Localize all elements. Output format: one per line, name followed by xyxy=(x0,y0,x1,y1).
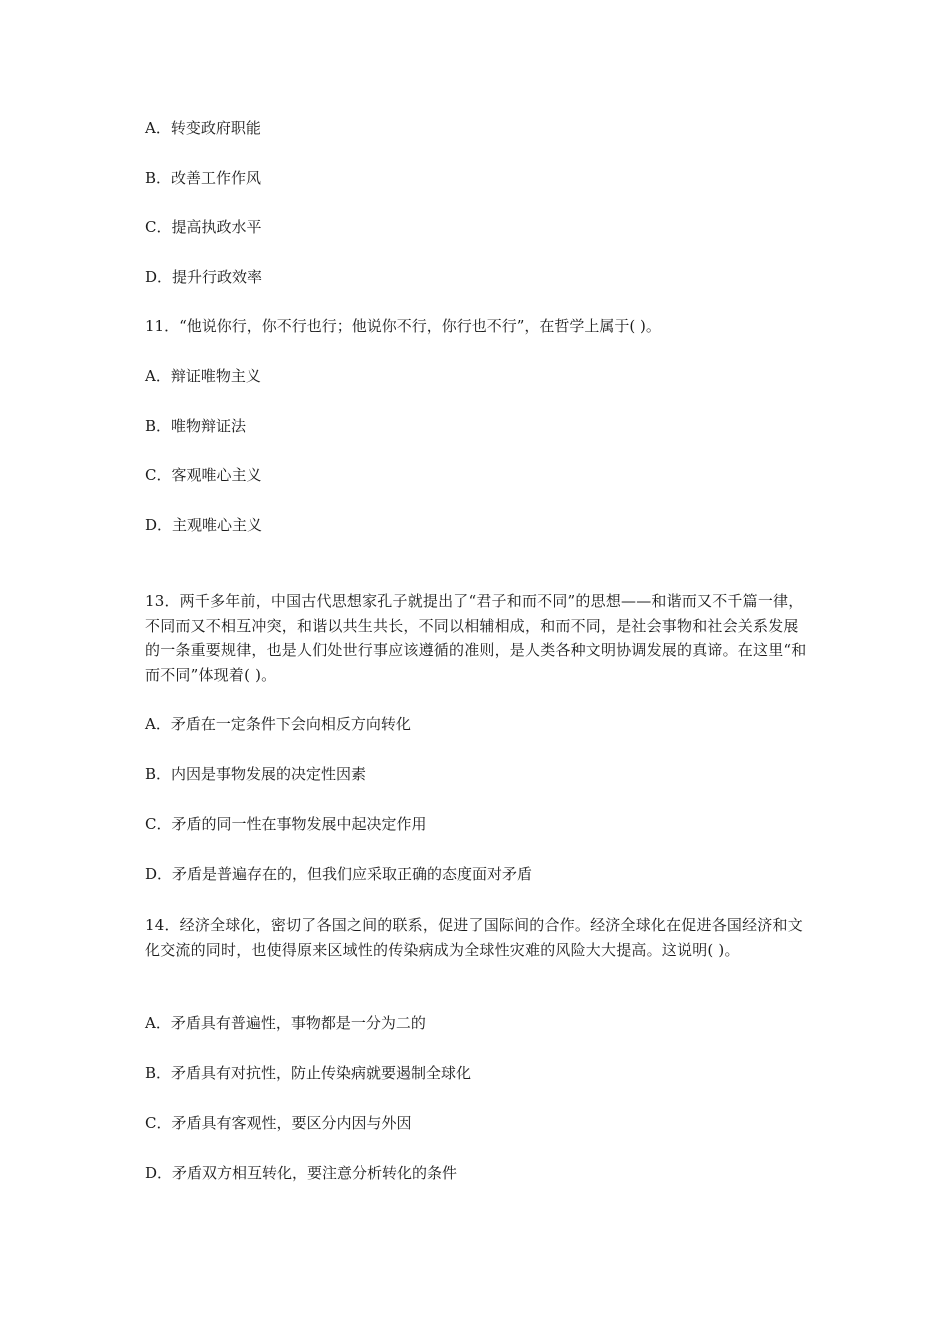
q14-option-a: A．矛盾具有普遍性，事物都是一分为二的 xyxy=(145,1014,426,1032)
q13-option-b: B．内因是事物发展的决定性因素 xyxy=(145,765,367,783)
q14-option-b: B．矛盾具有对抗性，防止传染病就要遏制全球化 xyxy=(145,1064,472,1082)
q13-option-d: D．矛盾是普遍存在的，但我们应采取正确的态度面对矛盾 xyxy=(145,865,533,883)
q13-stem: 13．两千多年前，中国古代思想家孔子就提出了“君子和而不同”的思想——和谐而又不千篇一律，不同而又不相互冲突，和谐以共生共长，不同以相辅相成，和而不同，是社会事物和社会关系发展的一条重要规律，也是人们处世行事应该遵循的准则，是人类各种文明协调发展的真谛。在这里“和而不同”体现着( )。 xyxy=(145,592,807,684)
q10-option-b: B．改善工作作风 xyxy=(145,169,262,187)
q10-option-c: C．提高执政水平 xyxy=(145,218,262,236)
q11-option-b: B．唯物辩证法 xyxy=(145,417,247,435)
q10-option-d: D．提升行政效率 xyxy=(145,268,263,286)
q11-option-a: A．辩证唯物主义 xyxy=(145,367,261,385)
q11-option-c: C．客观唯心主义 xyxy=(145,466,262,484)
q11-stem: 11．“他说你行，你不行也行；他说你不行，你行也不行”，在哲学上属于( )。 xyxy=(145,317,661,335)
q14-option-c: C．矛盾具有客观性，要区分内因与外因 xyxy=(145,1114,412,1132)
q13-option-c: C．矛盾的同一性在事物发展中起决定作用 xyxy=(145,815,427,833)
q14-option-d: D．矛盾双方相互转化，要注意分析转化的条件 xyxy=(145,1164,458,1182)
q14-stem: 14．经济全球化，密切了各国之间的联系，促进了国际间的合作。经济全球化在促进各国经济和文化交流的同时，也使得原来区域性的传染病成为全球性灾难的风险大大提高。这说明( )。 xyxy=(145,916,803,959)
q10-option-a: A．转变政府职能 xyxy=(145,119,261,137)
q11-option-d: D．主观唯心主义 xyxy=(145,516,263,534)
q13-option-a: A．矛盾在一定条件下会向相反方向转化 xyxy=(145,715,411,733)
